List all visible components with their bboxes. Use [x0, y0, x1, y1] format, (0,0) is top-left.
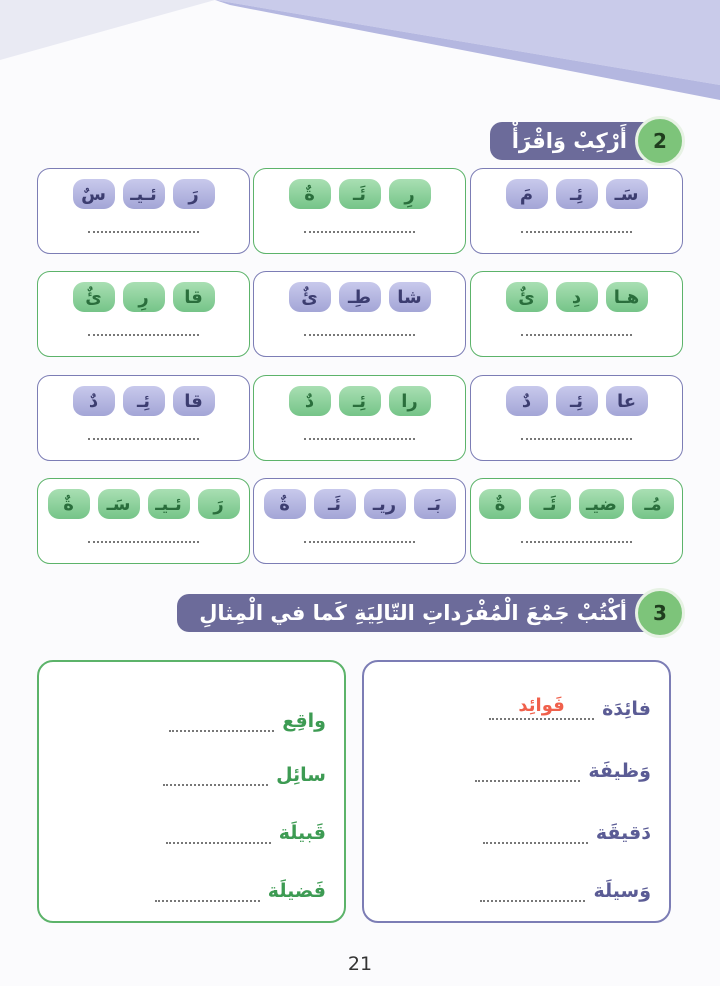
singular-word: دَقيقَة — [595, 822, 651, 844]
plural-row — [59, 870, 326, 902]
syllable-chip: رَ — [198, 489, 240, 519]
syllable-chip: ةٌ — [479, 489, 521, 519]
syllable-chip: دٌ — [289, 386, 331, 416]
singular-word: فائِدَة — [602, 698, 651, 720]
syllable-chip: هـا — [606, 282, 648, 312]
syllable-chip: ريـ — [364, 489, 406, 519]
answer-line[interactable] — [88, 541, 199, 543]
syllable-chip: مُـ — [632, 489, 674, 519]
syllable-box — [470, 168, 683, 254]
section-title: أكْتُبْ جَمْعَ الْمُفْرَداتِ التّالِيَةِ كَما في الْمِثالِ — [177, 594, 645, 632]
syllable-chip: را — [389, 386, 431, 416]
syllable-box — [470, 271, 683, 357]
syllable-chip: ئـيـ — [148, 489, 190, 519]
syllable-chip: ئِـ — [556, 179, 598, 209]
syllable-box — [37, 271, 250, 357]
syllable-chip: ئـيـ — [123, 179, 165, 209]
syllable-chip: رِ — [389, 179, 431, 209]
singular-word: سائِل — [276, 764, 326, 786]
syllable-chips — [254, 489, 465, 519]
syllable-chip: ئِـ — [339, 386, 381, 416]
corner-band-decoration — [0, 0, 720, 120]
syllable-chip: قا — [173, 386, 215, 416]
syllable-chip: سَـ — [98, 489, 140, 519]
plural-panel-left — [37, 660, 346, 923]
answer-line[interactable] — [88, 231, 199, 233]
syllable-chip: شا — [389, 282, 431, 312]
syllable-chips — [471, 386, 682, 416]
plural-row — [384, 870, 651, 902]
syllable-box — [37, 375, 250, 461]
syllable-chip: ئَـ — [529, 489, 571, 519]
syllable-box — [37, 168, 250, 254]
answer-line[interactable] — [521, 541, 632, 543]
plural-row — [384, 750, 651, 782]
syllable-chip: مَ — [506, 179, 548, 209]
plural-panel-right — [362, 660, 671, 923]
answer-line[interactable] — [521, 334, 632, 336]
syllable-chips — [38, 386, 249, 416]
plural-row — [59, 754, 326, 786]
answer-line[interactable] — [483, 818, 588, 844]
syllable-box — [253, 271, 466, 357]
answer-line[interactable] — [521, 438, 632, 440]
syllable-chip: سٌ — [73, 179, 115, 209]
syllable-chips — [38, 179, 249, 209]
singular-word: وَسيلَة — [593, 880, 651, 902]
answer-line[interactable] — [166, 818, 271, 844]
syllable-chip: رَ — [173, 179, 215, 209]
syllable-chip: رِ — [123, 282, 165, 312]
syllable-chips — [254, 179, 465, 209]
answer-text: فَوائِد — [518, 695, 565, 716]
syllable-chip: ئَـ — [314, 489, 356, 519]
section-number-badge: 3 — [635, 588, 685, 638]
answer-line[interactable] — [169, 706, 274, 732]
syllable-chip: عا — [606, 386, 648, 416]
answer-line[interactable] — [489, 694, 594, 720]
singular-word: واقِع — [282, 710, 326, 732]
syllable-chip: ضيـ — [579, 489, 624, 519]
answer-line[interactable] — [304, 231, 415, 233]
syllable-chip: قا — [173, 282, 215, 312]
syllable-chip: دٌ — [73, 386, 115, 416]
syllable-chip: ئِـ — [123, 386, 165, 416]
answer-line[interactable] — [163, 760, 268, 786]
section-number-badge: 2 — [635, 116, 685, 166]
answer-line[interactable] — [304, 334, 415, 336]
plural-row — [59, 812, 326, 844]
section-title: أَرْكِبْ وَاقْرَأْ — [490, 122, 645, 160]
answer-line[interactable] — [480, 876, 585, 902]
syllable-chip: دِ — [556, 282, 598, 312]
answer-line[interactable] — [304, 541, 415, 543]
plural-row — [384, 812, 651, 844]
syllable-chip: ئٌ — [73, 282, 115, 312]
syllable-chip: ةٌ — [289, 179, 331, 209]
answer-line[interactable] — [88, 334, 199, 336]
syllable-chip: ئٌ — [506, 282, 548, 312]
answer-line[interactable] — [155, 876, 260, 902]
section-3-header — [177, 588, 685, 638]
syllable-chips — [38, 282, 249, 312]
syllable-box — [470, 375, 683, 461]
page-number: 21 — [347, 953, 373, 975]
syllable-chips — [38, 489, 249, 519]
singular-word: قَبيلَة — [278, 822, 326, 844]
syllable-chip: ةٌ — [48, 489, 90, 519]
plural-row — [59, 700, 326, 732]
answer-line[interactable] — [304, 438, 415, 440]
syllable-chips — [471, 282, 682, 312]
syllable-chip: ئَـ — [339, 179, 381, 209]
answer-line[interactable] — [521, 231, 632, 233]
syllable-chip: ئِـ — [556, 386, 598, 416]
syllable-chip: سَـ — [606, 179, 648, 209]
answer-line[interactable] — [88, 438, 199, 440]
syllable-chips — [254, 282, 465, 312]
singular-word: فَضيلَة — [267, 880, 326, 902]
syllable-chips — [471, 179, 682, 209]
section-2-header — [490, 116, 685, 166]
syllable-box — [470, 478, 683, 564]
syllable-chip: بَـ — [414, 489, 456, 519]
syllable-chip: ئٌ — [289, 282, 331, 312]
syllable-chip: دٌ — [506, 386, 548, 416]
syllable-chips — [254, 386, 465, 416]
answer-line[interactable] — [475, 756, 580, 782]
syllable-box — [253, 168, 466, 254]
syllable-chips — [471, 489, 682, 519]
syllable-chip: ةٌ — [264, 489, 306, 519]
singular-word: وَظيفَة — [588, 760, 651, 782]
plural-row — [384, 688, 651, 720]
syllable-box — [253, 478, 466, 564]
syllable-box — [37, 478, 250, 564]
syllable-box — [253, 375, 466, 461]
syllable-chip: طِـ — [339, 282, 381, 312]
